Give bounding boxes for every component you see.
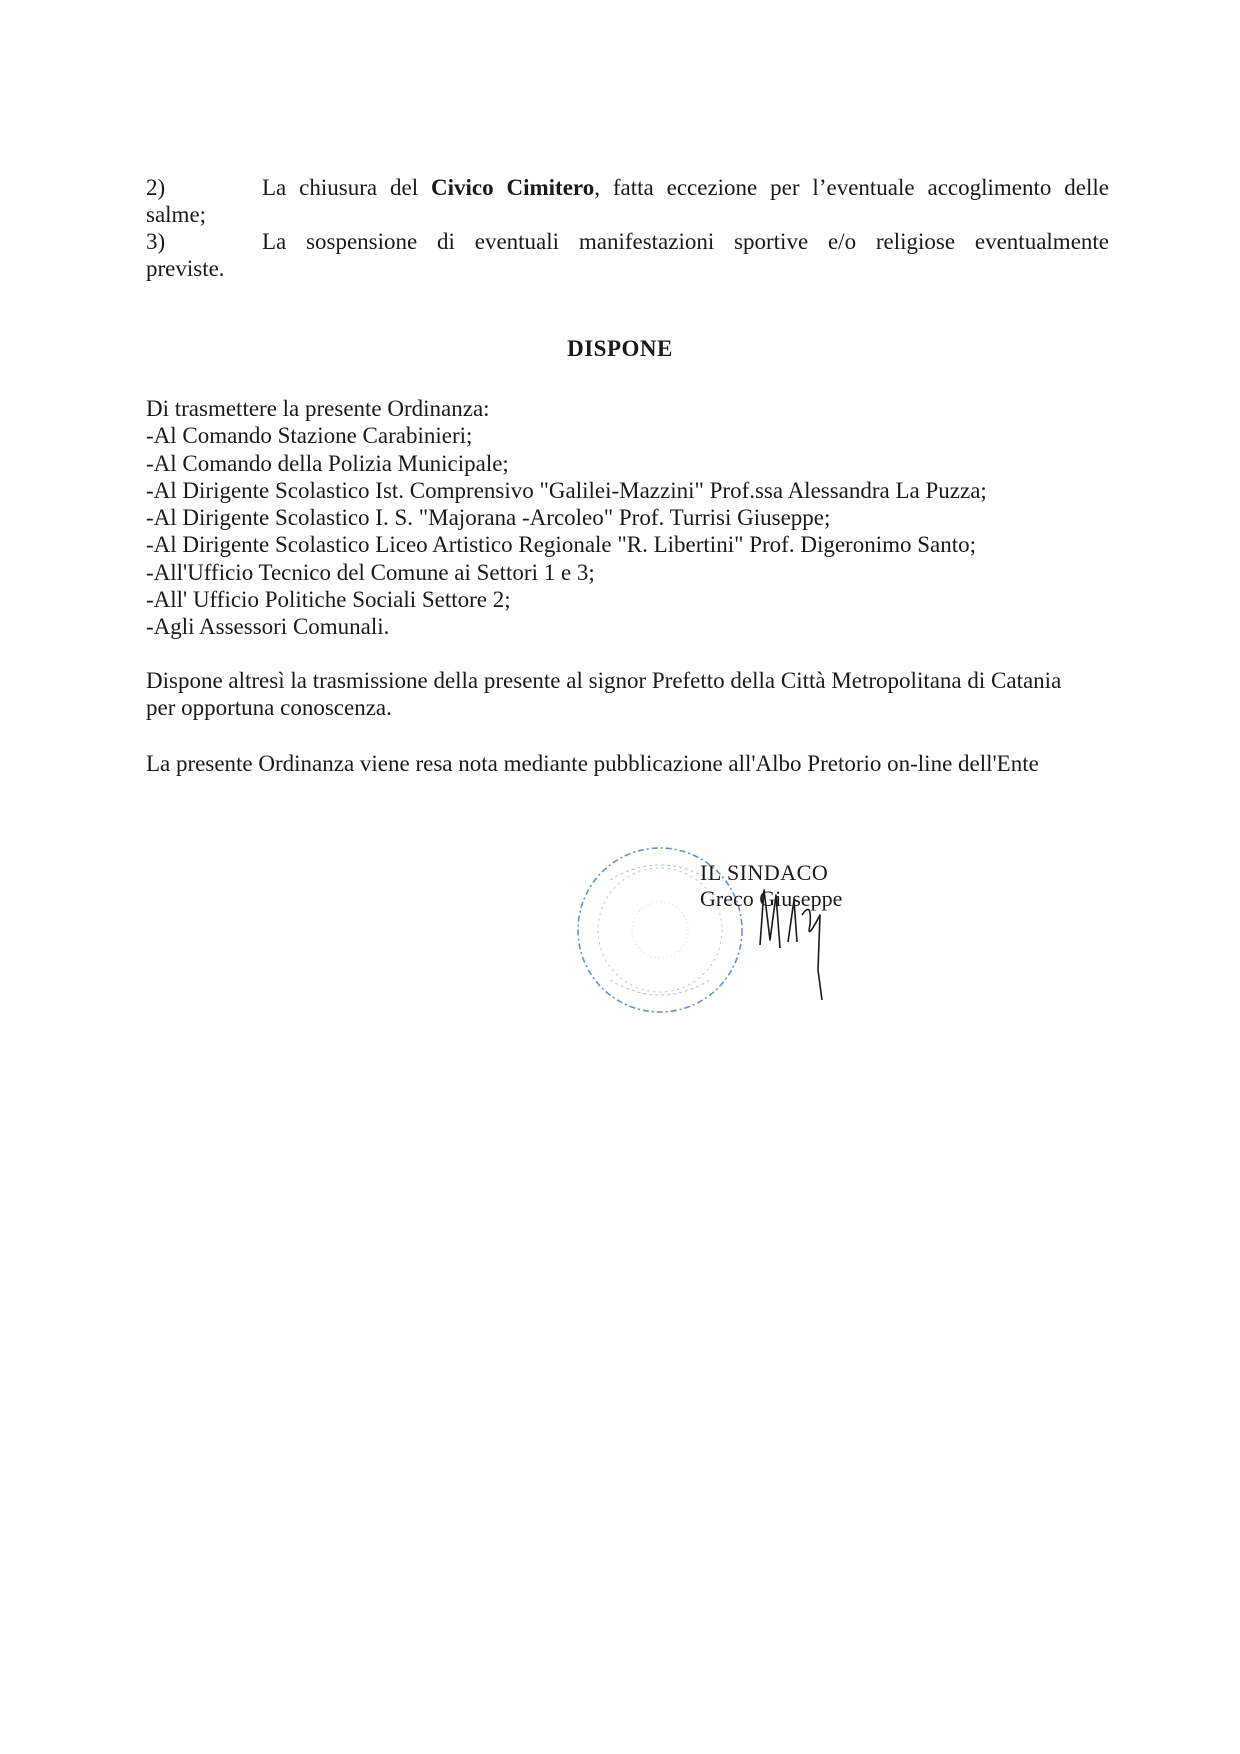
item-text: La chiusura del Civico Cimitero, fatta eccezione per l’eventuale accoglimento delle xyxy=(262,175,1109,200)
item-number: 2) xyxy=(146,175,166,200)
item-text: La sospensione di eventuali manifestazioni sportive e/o religiose eventualmente xyxy=(262,229,1109,254)
recipient-item: -All'Ufficio Tecnico del Comune ai Settori 1 e 3; xyxy=(146,559,595,585)
bold-term: Civico Cimitero xyxy=(430,175,595,200)
item-continuation: salme; xyxy=(146,202,207,227)
recipient-item: -Al Dirigente Scolastico Liceo Artistico Regionale "R. Libertini" Prof. Digeronimo Santo; xyxy=(146,532,977,558)
recipient-list xyxy=(146,395,1126,641)
publication-paragraph: La presente Ordinanza viene resa nota mediante pubblicazione all'Albo Pretorio on-line dell'Ente xyxy=(146,751,1039,776)
handwritten-signature xyxy=(740,870,840,1000)
recipient-item: -Al Comando della Polizia Municipale; xyxy=(146,450,509,476)
recipient-item: -Al Comando Stazione Carabinieri; xyxy=(146,423,473,449)
recipient-item: -Al Dirigente Scolastico I. S. "Majorana -Arcoleo" Prof. Turrisi Giuseppe; xyxy=(146,505,831,531)
section-heading: DISPONE xyxy=(567,336,673,361)
item-continuation: previste. xyxy=(146,256,225,281)
recipient-item: -Agli Assessori Comunali. xyxy=(146,614,390,640)
signatory-title: IL SINDACO xyxy=(700,860,829,885)
item-number: 3) xyxy=(146,229,166,254)
recipient-item: -Al Dirigente Scolastico Ist. Comprensivo "Galilei-Mazzini" Prof.ssa Alessandra La Puzza; xyxy=(146,477,987,503)
signatory-name: Greco Giuseppe xyxy=(700,886,843,911)
recipient-item: -All' Ufficio Politiche Sociali Settore 2; xyxy=(146,587,511,613)
prefetto-paragraph: Dispone altresì la trasmissione della presente al signor Prefetto della Città Metropolitana di Catania per opportuna conoscenza. xyxy=(146,668,1062,720)
recipient-intro: Di trasmettere la presente Ordinanza: xyxy=(146,396,490,421)
